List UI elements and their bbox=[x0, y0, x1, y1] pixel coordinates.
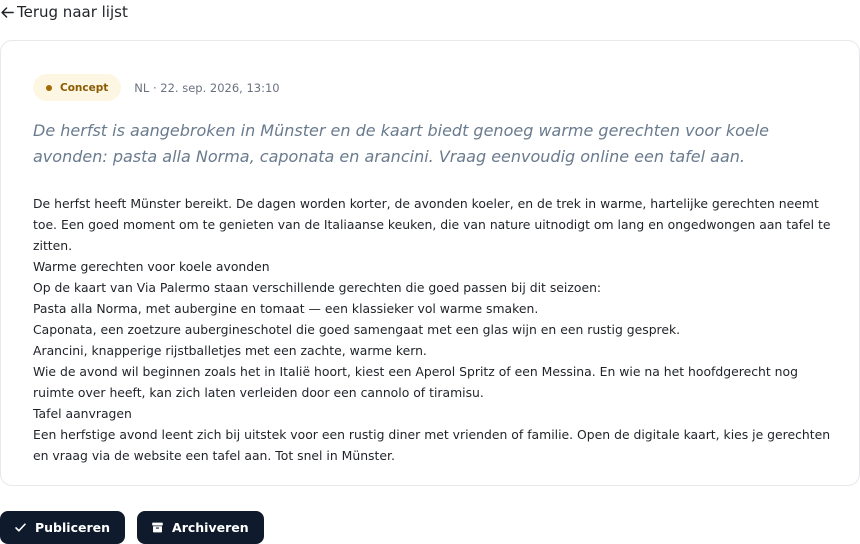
body-paragraph: De herfst heeft Münster bereikt. De dagen worden korter, de avonden koeler, en de trek in warme, hartelijke gerechten neemt toe. Een goed moment om te genieten van de Italiaanse keuken, die van nature uitnodigt om lang en ongedwongen aan tafel te zitten. bbox=[33, 196, 831, 253]
post-meta bbox=[33, 74, 280, 101]
archive-button[interactable] bbox=[137, 511, 264, 544]
body-heading: Warme gerechten voor koele avonden bbox=[33, 259, 270, 274]
post-lead: De herfst is aangebroken in Münster en de kaart biedt genoeg warme gerechten voor koele avonden: pasta alla Norma, caponata en arancini. Vraag eenvoudig online een tafel aan. bbox=[33, 121, 770, 166]
action-bar bbox=[0, 511, 264, 544]
publish-button[interactable] bbox=[0, 511, 125, 544]
status-badge bbox=[33, 74, 121, 101]
body-paragraph: Wie de avond wil beginnen zoals het in Italië hoort, kiest een Aperol Spritz of een Messina. En wie na het hoofdgerecht nog ruimte over heeft, kan zich laten verleiden door een cannolo of tiramisu. bbox=[33, 364, 798, 400]
body-list-item: Pasta alla Norma, met aubergine en tomaat — een klassieker vol warme smaken. bbox=[33, 301, 539, 316]
check-icon bbox=[14, 521, 27, 534]
archive-label: Archiveren bbox=[172, 520, 249, 535]
body-list-item: Caponata, een zoetzure aubergineschotel die goed samengaat met een glas wijn en een rustig gesprek. bbox=[33, 322, 681, 337]
archive-icon bbox=[151, 521, 164, 534]
back-link[interactable] bbox=[0, 3, 128, 21]
arrow-left-icon bbox=[0, 5, 15, 20]
status-label: Concept bbox=[60, 81, 109, 94]
post-card bbox=[0, 40, 860, 486]
body-heading: Tafel aanvragen bbox=[33, 406, 132, 421]
body-list-item: Arancini, knapperige rijstballetjes met een zachte, warme kern. bbox=[33, 343, 427, 358]
body-paragraph: Op de kaart van Via Palermo staan verschillende gerechten die goed passen bij dit seizoen: bbox=[33, 280, 602, 295]
status-dot bbox=[46, 85, 52, 91]
body-paragraph: Een herfstige avond leent zich bij uitstek voor een rustig diner met vrienden of familie. Open de digitale kaart, kies je gerechten en vraag via de website een tafel aan. Tot snel in Münster. bbox=[33, 427, 831, 463]
publish-label: Publiceren bbox=[35, 520, 111, 535]
back-link-label: Terug naar lijst bbox=[17, 3, 128, 21]
post-body bbox=[33, 193, 833, 466]
post-language-date: NL · 22. sep. 2026, 13:10 bbox=[134, 80, 280, 95]
